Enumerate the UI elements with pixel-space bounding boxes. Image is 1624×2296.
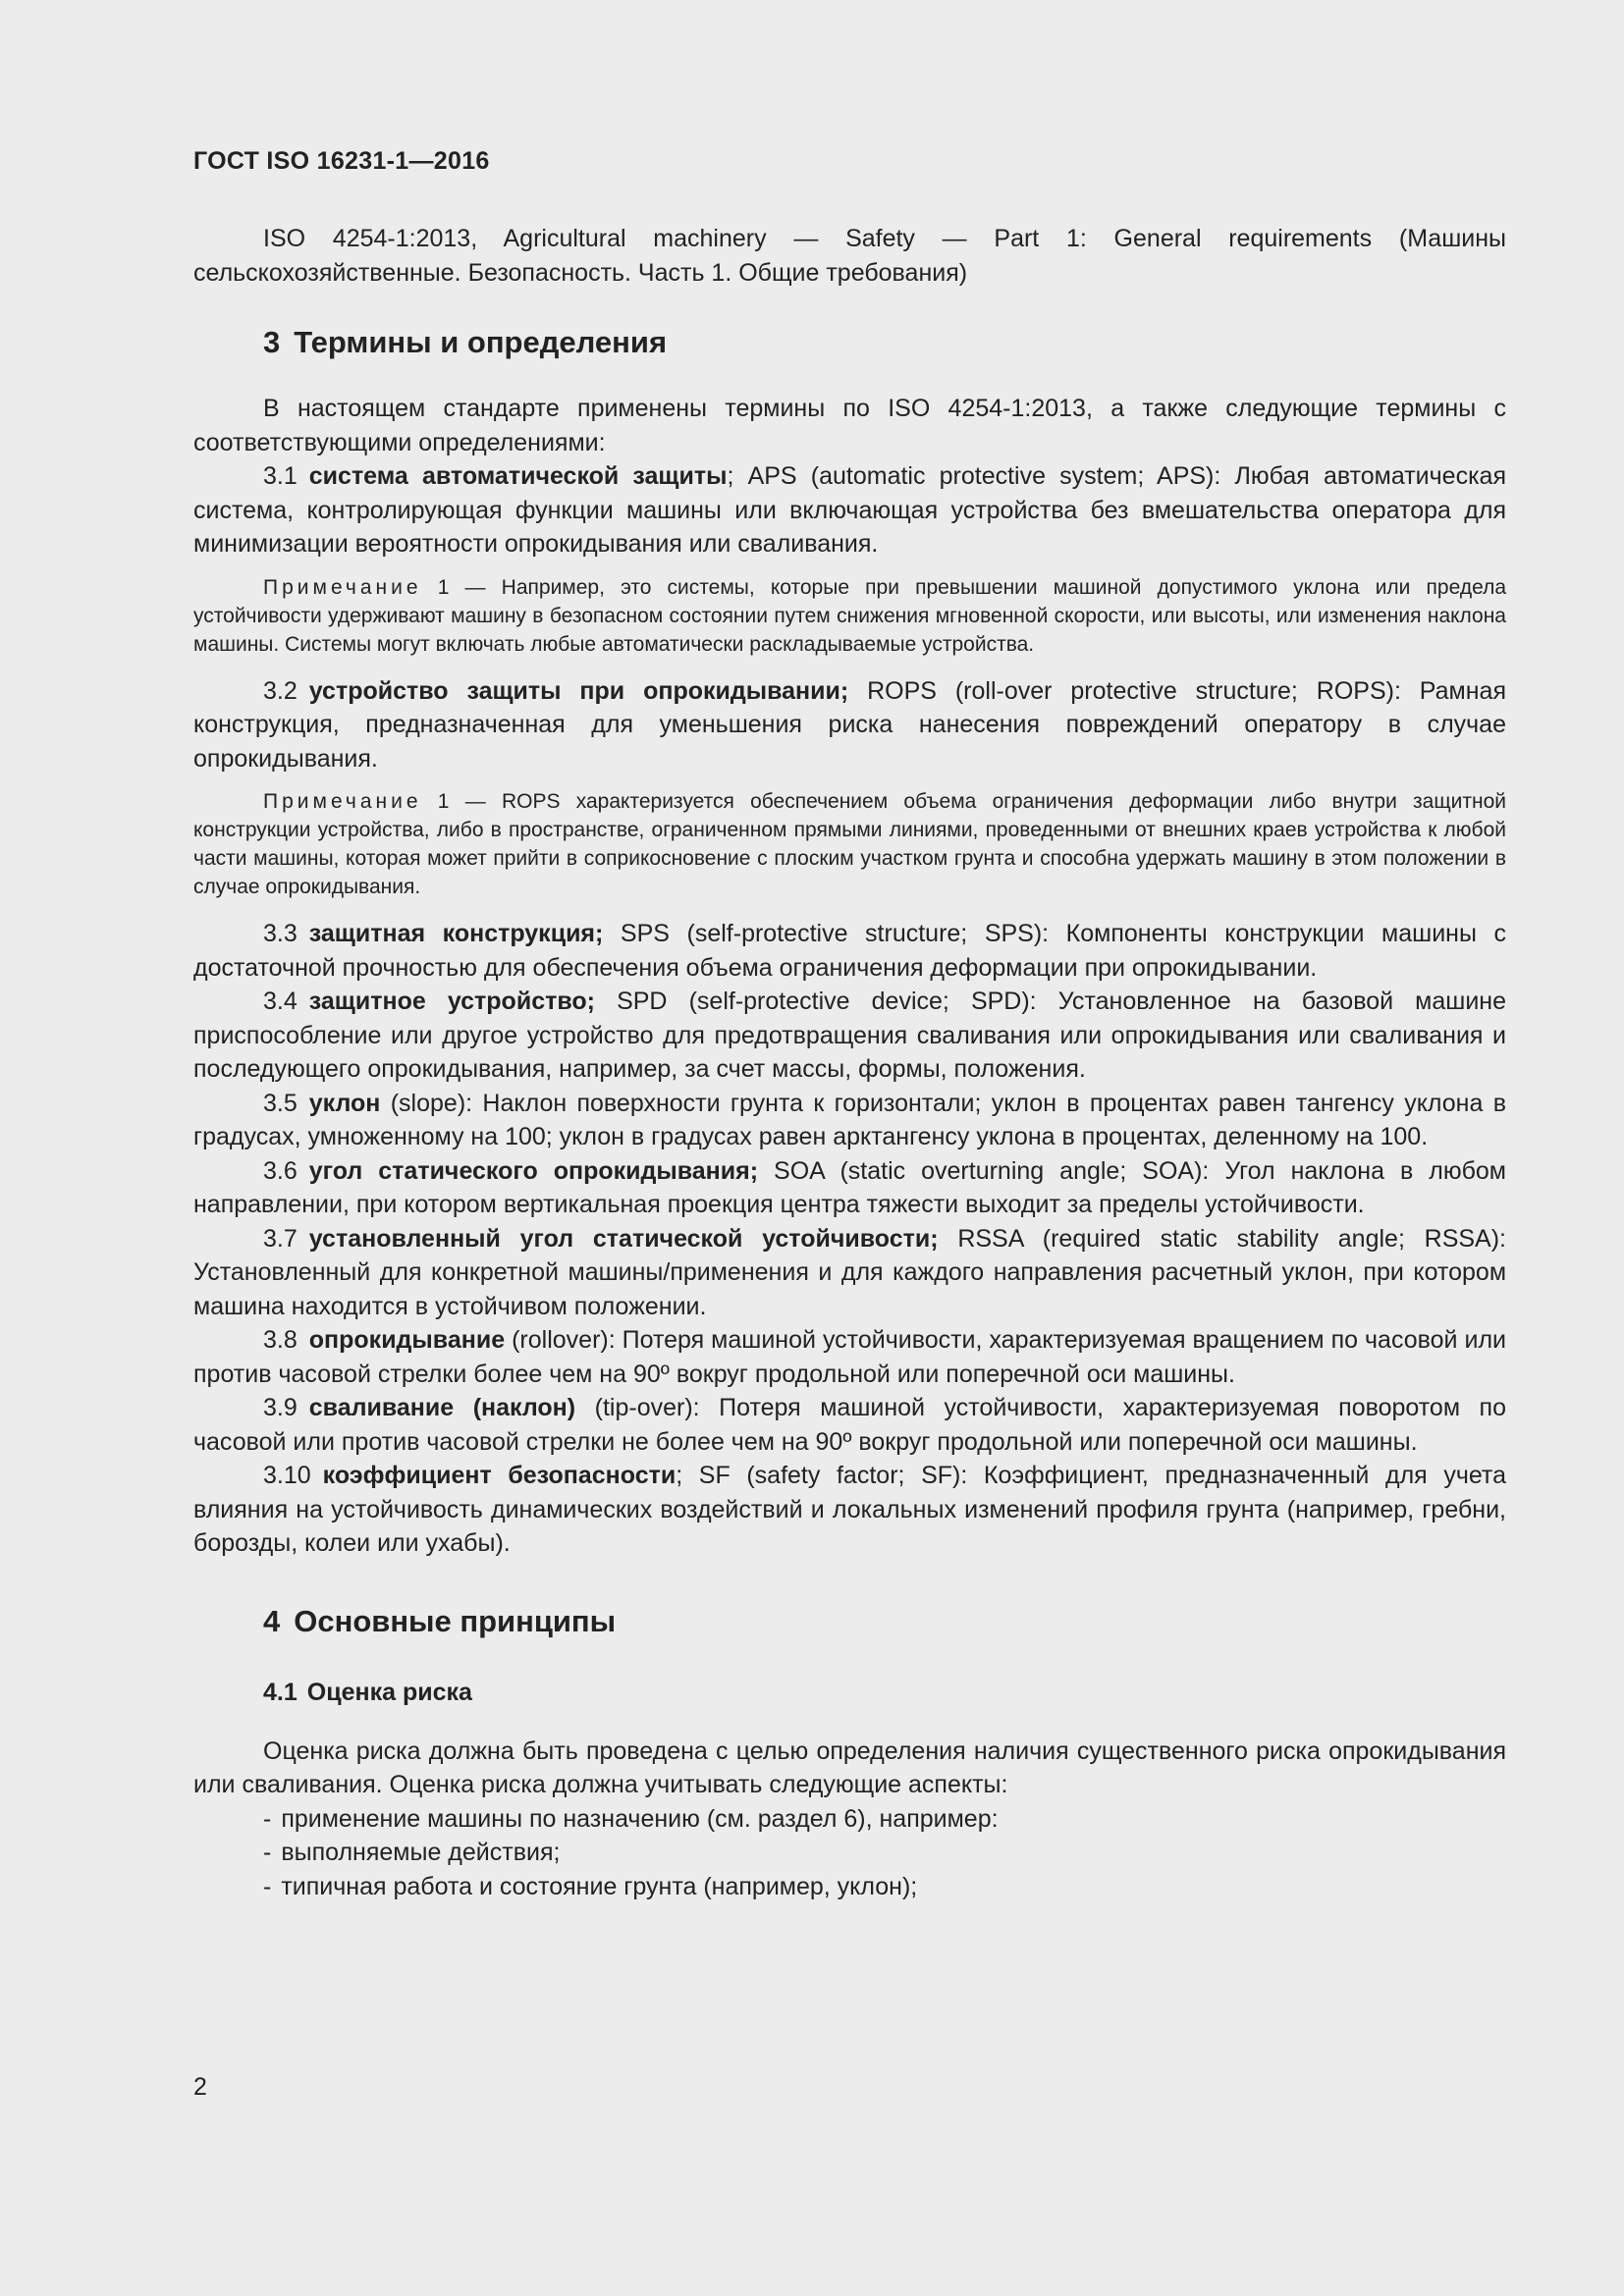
term-number: 3.5: [263, 1089, 298, 1117]
term-3-3: [193, 917, 1506, 985]
term-name: защитное устройство;: [308, 988, 595, 1015]
term-number: 3.9: [263, 1394, 298, 1421]
section-4-heading: [193, 1604, 1506, 1639]
section-title: Основные принципы: [294, 1603, 617, 1638]
subsection-title: Оценка риска: [306, 1678, 472, 1706]
term-3-8: [193, 1323, 1506, 1391]
term-name: сваливание (наклон): [308, 1394, 576, 1421]
term-3-9: [193, 1391, 1506, 1459]
subsection-number: 4.1: [263, 1678, 298, 1706]
term-number: 3.4: [263, 988, 298, 1015]
section-3-heading: [193, 325, 1506, 360]
term-3-5: [193, 1087, 1506, 1154]
term-name: система автоматической защиты: [308, 462, 728, 490]
list-item-text: типичная работа и состояние грунта (например, уклон);: [281, 1872, 918, 1900]
term-number: 3.10: [263, 1462, 311, 1489]
list-dash: -: [263, 1839, 272, 1866]
subsection-4-1-heading: [193, 1679, 1506, 1707]
term-3-10: [193, 1459, 1506, 1561]
document-header: ГОСТ ISO 16231-1—2016: [193, 147, 490, 175]
term-definition: SOA (static overturning angle; SOA): Угол наклона в любом направлении, при котором вертикальная проекция центра тяжести выходит за пределы устойчивости.: [193, 1156, 1506, 1218]
list-item: [193, 1802, 1506, 1837]
term-definition: RSSA (required static stability angle; RSSA): Установленный для конкретной машины/применения и для каждого направления расчетный уклон, при котором машина находится в устойчивом положении.: [193, 1224, 1506, 1320]
note-3-2: [193, 787, 1506, 901]
term-definition: (rollover): Потеря машиной устойчивости, характеризуемая вращением по часовой или против часовой стрелки более чем на 90º вокруг продольной или поперечной оси машины.: [193, 1326, 1506, 1388]
normative-reference: ISO 4254-1:2013, Agricultural machinery — Safety — Part 1: General requirements (Машины сельскохозяйственные. Безопасность. Часть 1. Общие требования): [193, 225, 1506, 287]
note-text: 1 — ROPS характеризуется обеспечением объема ограничения деформации либо внутри защитной конструкции устройства, либо в пространстве, ограниченном прямыми линиями, проведенными от внешних краев устройства к любой части машины, которая может прийти в соприкосновение с плоским участком грунта и способна удержать машину в этом положении в случае опрокидывания.: [193, 790, 1506, 898]
term-definition: ROPS (roll-over protective structure; ROPS): Рамная конструкция, предназначенная для уменьшения риска нанесения повреждений оператору в случае опрокидывания.: [193, 676, 1506, 773]
list-item-text: выполняемые действия;: [281, 1839, 561, 1866]
term-definition: (tip-over): Потеря машиной устойчивости, характеризуемая поворотом по часовой или против часовой стрелки не более чем на 90º вокруг продольной или поперечной оси машины.: [193, 1394, 1506, 1456]
section-title: Термины и определения: [294, 325, 668, 359]
term-number: 3.7: [263, 1224, 298, 1253]
term-3-4: [193, 985, 1506, 1087]
term-number: 3.6: [263, 1156, 298, 1185]
term-name: угол статического опрокидывания;: [308, 1156, 759, 1185]
note-3-1: [193, 573, 1506, 659]
term-name: защитная конструкция;: [308, 920, 604, 947]
term-separator: ;: [727, 462, 734, 490]
term-name: уклон: [308, 1089, 381, 1117]
term-name: опрокидывание: [308, 1326, 506, 1354]
term-3-7: [193, 1222, 1506, 1324]
term-name: коэффициент безопасности: [322, 1462, 677, 1489]
term-definition: SPD (self-protective device; SPD): Установленное на базовой машине приспособление или другое устройство для предотвращения сваливания или опрокидывания или сваливания и последующего опрокидывания, например, за счет массы, формы, положения.: [193, 988, 1506, 1083]
term-3-2: [193, 674, 1506, 776]
term-definition: SF (safety factor; SF): Коэффициент, предназначенный для учета влияния на устойчивость динамических воздействий и локальных изменений профиля грунта (например, гребни, борозды, колеи или ухабы).: [193, 1462, 1506, 1557]
note-label: Примечание: [263, 790, 422, 813]
term-definition: (slope): Наклон поверхности грунта к горизонтали; уклон в процентах равен тангенсу уклона в градусах, умноженному на 100; уклон в градусах равен арктангенсу уклона в процентах, деленному на 100.: [193, 1089, 1506, 1150]
term-definition: SPS (self-protective structure; SPS): Компоненты конструкции машины с достаточной прочностью для обеспечения объема ограничения деформации при опрокидывании.: [193, 920, 1507, 982]
term-3-1: [193, 459, 1506, 561]
term-number: 3.1: [263, 462, 298, 490]
list-dash: -: [263, 1872, 272, 1900]
term-name: устройство защиты при опрокидывании;: [308, 676, 849, 705]
note-text: 1 — Например, это системы, которые при превышении машиной допустимого уклона или предела устойчивости удерживают машину в безопасном состоянии путем снижения мгновенной скорости, или высоты, или изменения наклона машины. Системы могут включать любые автоматически раскладываемые устройства.: [193, 575, 1506, 656]
term-number: 3.2: [263, 676, 298, 705]
section-number: 4: [263, 1603, 281, 1638]
term-3-6: [193, 1154, 1506, 1222]
term-separator: ;: [676, 1462, 683, 1489]
section-4-1-text: Оценка риска должна быть проведена с целью определения наличия существенного риска опрокидывания или сваливания. Оценка риска должна учитывать следующие аспекты:: [193, 1736, 1506, 1798]
list-item: [193, 1870, 1506, 1904]
list-dash: -: [263, 1804, 272, 1833]
note-label: Примечание: [263, 575, 422, 599]
list-item: [193, 1836, 1506, 1870]
term-definition: APS (automatic protective system; APS): Любая автоматическая система, контролирующая функции машины или включающая устройства без вмешательства оператора для минимизации вероятности опрокидывания или сваливания.: [193, 462, 1506, 558]
section-3-intro: В настоящем стандарте применены термины по ISO 4254-1:2013, а также следующие термины с соответствующими определениями:: [193, 395, 1506, 456]
list-item-text: применение машины по назначению (см. раздел 6), например:: [281, 1804, 999, 1833]
page-number: 2: [193, 2073, 207, 2101]
page-content: [193, 222, 1506, 1903]
section-number: 3: [263, 325, 281, 359]
term-number: 3.3: [263, 920, 298, 947]
term-name: установленный угол статической устойчивости;: [308, 1224, 939, 1253]
term-number: 3.8: [263, 1326, 298, 1354]
